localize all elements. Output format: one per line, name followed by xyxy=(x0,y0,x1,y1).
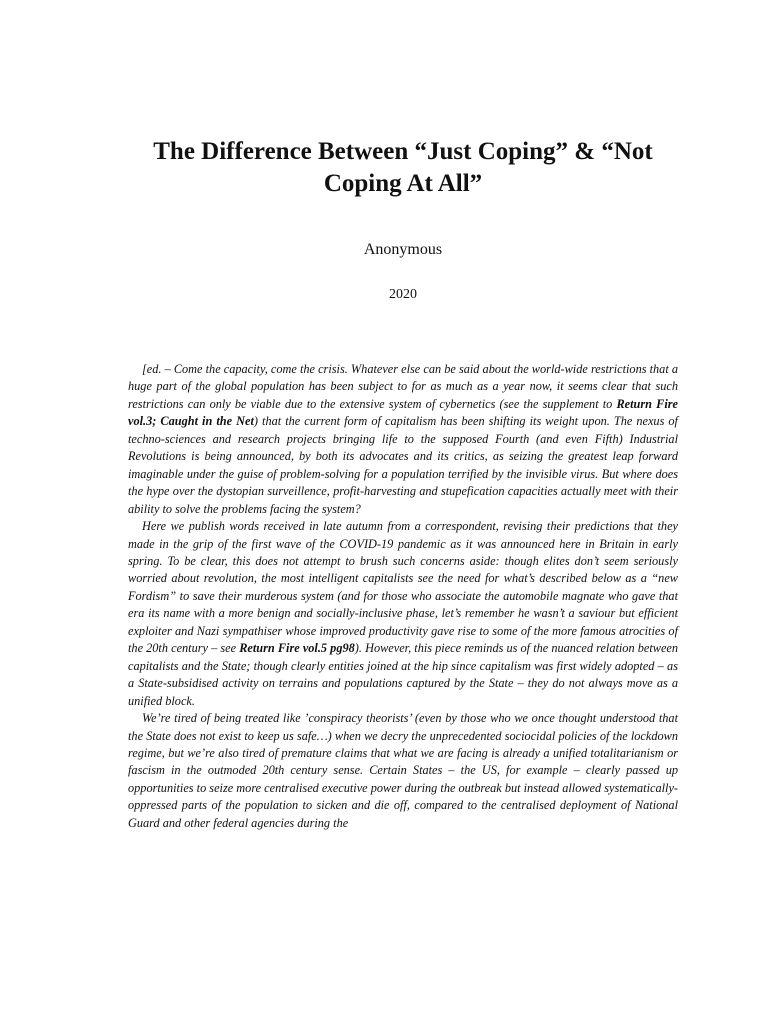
paragraph-1 xyxy=(128,361,678,518)
paragraph-2-text-b: ). However, this piece reminds us of the nuanced relation between capitalists and the State; though clearly entities joined at the hip since capitalism was first widely adopted – as a State-subsidised activity on terrains and populations captured by the State – they do not always move as a unified block. xyxy=(128,641,679,708)
reference-return-fire-vol5: Return Fire vol.5 pg98 xyxy=(239,641,355,656)
document-page xyxy=(128,0,678,1024)
document-date: 2020 xyxy=(389,287,417,302)
paragraph-2 xyxy=(128,518,678,710)
document-author: Anonymous xyxy=(363,241,443,258)
document-body xyxy=(128,361,678,832)
reference-return-fire-vol3: Return Fire vol.3; Caught in the Net xyxy=(128,396,678,429)
paragraph-2-text-a: Here we publish words received in late autumn from a correspondent, revising their predictions that they made in the grip of the first wave of the COVID-19 pandemic as it was announced here in Britain in early spring. To be clear, this does not attempt to brush such concerns aside: though elites don’t seem seriously worried about revolution, the most intelligent capitalists see the need for what’s described below as a “new Fordism” to save their murderous system (and for those who associate the automobile magnate who gave that era its name with a more benign and socially-inclusive phase, let’s remember he wasn’t a saviour but efficient exploiter and Nazi sympathiser whose improved productivity gave rise to some of the more famous atrocities of the 20th century – see xyxy=(128,519,678,656)
paragraph-3: We’re tired of being treated like ’conspiracy theorists’ (even by those who we once thought understood that the State does not exist to keep us safe…) when we decry the unprecedented sociocidal policies of the lockdown regime, but we’re also tired of premature claims that what we are facing is already a unified totalitarianism or fascism in the outmoded 20th century sense. Certain States – the US, for example – clearly passed up opportunities to seize more centralised executive power during the outbreak but instead allowed systematically-oppressed parts of the population to sicken and die off, compared to the centralised deployment of National Guard and other federal agencies during the xyxy=(128,711,678,830)
paragraph-1-text-b: ) that the current form of capitalism has been shifting its weight upon. The nexus of techno-sciences and research projects bringing life to the supposed Fourth (and even Fifth) Industrial Revolutions is being announced, by both its advocates and its critics, as seizing the greatest leap forward imaginable under the guise of problem-solving for a population terrified by the invisible virus. But where does the hype over the dystopian surveillence, profit-harvesting and stupefication capacities actually meet with their ability to solve the problems facing the system? xyxy=(128,414,678,516)
document-title: The Difference Between “Just Coping” & “Not Coping At All” xyxy=(153,138,653,197)
paragraph-1-text-a: [ed. – Come the capacity, come the crisis. Whatever else can be said about the world-wide restrictions that a huge part of the global population has been subject to for as much as a year now, it seems clear that such restrictions can only be viable due to the extensive system of cybernetics (see the supplement to xyxy=(128,362,678,411)
